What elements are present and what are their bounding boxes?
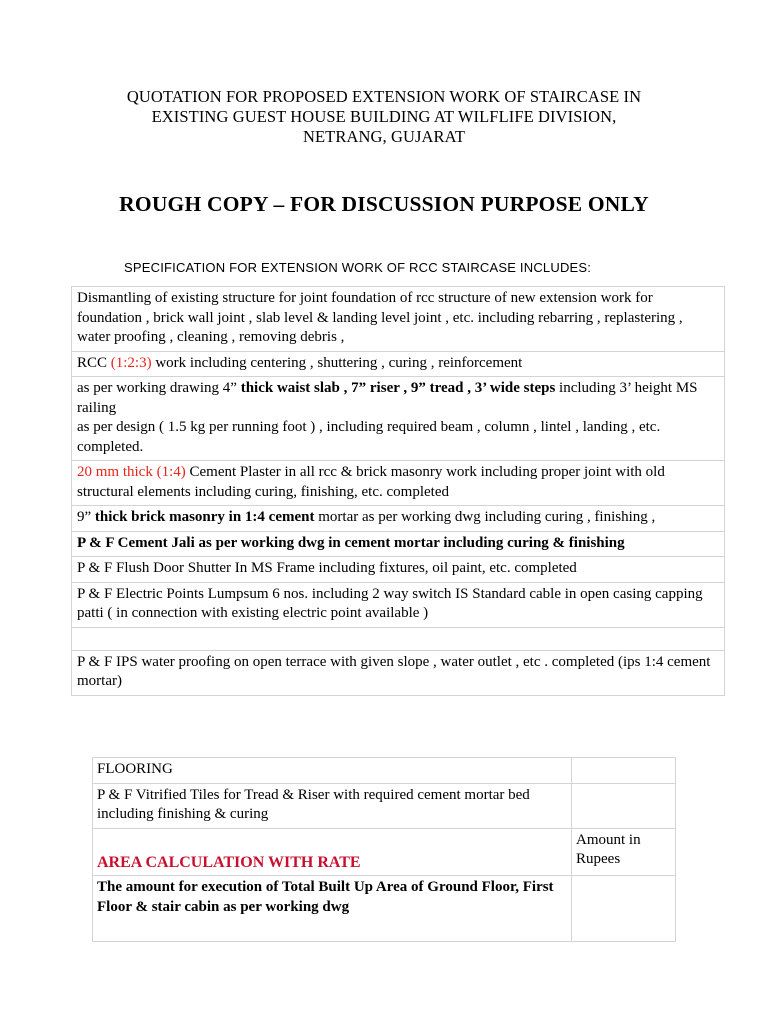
table-row xyxy=(72,557,725,583)
table-row xyxy=(93,758,676,784)
spec-brick-bold: thick brick masonry in 1:4 cement xyxy=(94,509,315,525)
spec-dismantling: Dismantling of existing structure for joint foundation of rcc structure of new extension work for foundation , brick wall joint , slab level & landing level joint , etc. including rebarring , replastering , water proofing , cleaning , removing debris , xyxy=(72,287,725,352)
spec-plaster-thickness: 20 mm thick (1:4) xyxy=(77,464,186,480)
spec-brick-text: 9” xyxy=(77,509,95,525)
title-line-2: EXISTING GUEST HOUSE BUILDING AT WILFLIFE DIVISION, xyxy=(151,107,617,126)
table-row xyxy=(93,876,676,942)
document-title xyxy=(0,87,768,147)
spec-waist-slab xyxy=(72,377,725,461)
flooring-table xyxy=(92,757,676,942)
specification-table xyxy=(71,286,725,696)
amount-header: Amount in Rupees xyxy=(572,828,676,876)
spec-cement-jali: P & F Cement Jali as per working dwg in cement mortar including curing & finishing xyxy=(72,531,725,557)
spec-brick-masonry xyxy=(72,506,725,532)
area-calc-cell xyxy=(93,828,572,876)
title-line-3: NETRANG, GUJARAT xyxy=(302,127,465,146)
spec-waist-text-3: as per design ( 1.5 kg per running foot ) , including required beam , column , lintel , landing , etc. completed. xyxy=(77,419,661,455)
spec-rcc-text-2: work including centering , shuttering , curing , reinforcement xyxy=(151,354,523,371)
table-row xyxy=(72,506,725,532)
area-calculation-heading: AREA CALCULATION WITH RATE xyxy=(97,853,361,871)
total-amount-cell xyxy=(572,876,676,942)
table-row xyxy=(93,828,676,876)
table-row xyxy=(72,627,725,650)
spec-brick-text-2: mortar as per working dwg including curing , finishing , xyxy=(314,509,656,525)
table-row xyxy=(72,287,725,352)
spec-empty-row xyxy=(72,627,725,650)
spec-rcc xyxy=(72,351,725,377)
table-row xyxy=(72,377,725,461)
spec-water-proofing: P & F IPS water proofing on open terrace with given slope , water outlet , etc . completed (ips 1:4 cement mortar) xyxy=(72,650,725,695)
spec-waist-text: as per working drawing 4” xyxy=(77,380,241,396)
spec-rcc-ratio: (1:2:3) xyxy=(110,354,152,371)
tiles-amount-cell xyxy=(572,783,676,828)
table-row xyxy=(72,531,725,557)
spec-electric-points: P & F Electric Points Lumpsum 6 nos. including 2 way switch IS Standard cable in open casing capping patti ( in connection with existing electric point available ) xyxy=(72,582,725,627)
flooring-amount-cell xyxy=(572,758,676,784)
table-row xyxy=(72,461,725,506)
table-row xyxy=(72,650,725,695)
table-row xyxy=(93,783,676,828)
rough-copy-heading: ROUGH COPY – FOR DISCUSSION PURPOSE ONLY xyxy=(119,192,649,216)
title-line-1: QUOTATION FOR PROPOSED EXTENSION WORK OF STAIRCASE IN xyxy=(126,87,642,106)
spec-waist-bold: thick waist slab , 7” riser , 9” tread , 3’ wide steps xyxy=(240,380,556,396)
spec-waist-text-2: including 3’ height MS railing xyxy=(77,380,698,416)
spec-rcc-text: RCC xyxy=(77,354,111,371)
flooring-label: FLOORING xyxy=(93,758,572,784)
spec-door-shutter: P & F Flush Door Shutter In MS Frame including fixtures, oil paint, etc. completed xyxy=(72,557,725,583)
table-row xyxy=(72,582,725,627)
total-amount-text: The amount for execution of Total Built Up Area of Ground Floor, First Floor & stair cabin as per working dwg xyxy=(93,876,572,942)
spec-plaster-text: Cement Plaster in all rcc & brick masonry work including proper joint with old structural elements including curing, finishing, etc. completed xyxy=(77,464,665,500)
spec-heading: SPECIFICATION FOR EXTENSION WORK OF RCC STAIRCASE INCLUDES: xyxy=(124,260,592,275)
table-row xyxy=(72,351,725,377)
spec-plaster xyxy=(72,461,725,506)
vitrified-tiles: P & F Vitrified Tiles for Tread & Riser with required cement mortar bed including finishing & curing xyxy=(93,783,572,828)
